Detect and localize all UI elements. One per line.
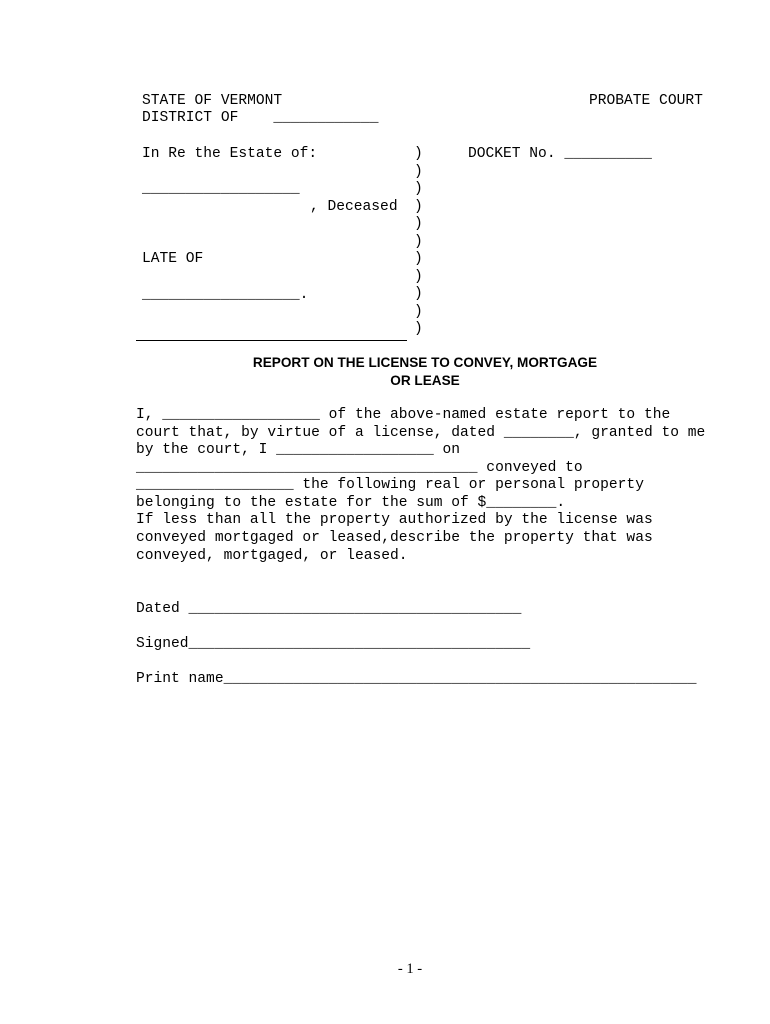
decedent-name-blank: __________________ — [142, 181, 300, 197]
body-line: If less than all the property authorized by the license was — [136, 512, 653, 528]
caption-bracket: ) — [414, 321, 423, 337]
late-of-label: LATE OF — [142, 251, 204, 267]
print-name-line: Print name______________________________________________________ — [136, 671, 697, 687]
court-heading: PROBATE COURT — [589, 93, 703, 109]
caption-bracket: ) — [414, 268, 423, 285]
caption-bracket: ) — [414, 233, 423, 250]
body-line: by the court, I __________________ on — [136, 442, 461, 458]
dated-line: Dated ______________________________________ — [136, 601, 522, 617]
caption-bottom-rule — [136, 340, 407, 341]
report-title-line-2: OR LEASE — [390, 373, 460, 388]
body-line: court that, by virtue of a license, dated ________, granted to me — [136, 425, 706, 441]
caption-bracket: ) — [414, 181, 423, 197]
district-line: DISTRICT OF ____________ — [142, 110, 379, 126]
caption-bracket: ) — [414, 198, 423, 215]
body-line: __________________ the following real or personal property — [136, 477, 644, 493]
caption-bracket: ) — [414, 286, 423, 302]
caption-bracket: ) — [414, 216, 423, 232]
deceased-label: , Deceased — [310, 199, 398, 215]
signed-line: Signed_______________________________________ — [136, 636, 531, 652]
body-line: conveyed mortgaged or leased,describe the property that was — [136, 530, 653, 546]
docket-number-line: DOCKET No. __________ — [468, 146, 652, 162]
state-heading: STATE OF VERMONT — [142, 93, 283, 109]
estate-of-label: In Re the Estate of: — [142, 146, 318, 162]
body-line: _______________________________________ conveyed to — [136, 460, 583, 476]
caption-bracket: ) — [414, 163, 423, 180]
report-title-line-1: REPORT ON THE LICENSE TO CONVEY, MORTGAGE — [252, 355, 598, 370]
caption-bracket: ) — [414, 303, 423, 320]
body-line: belonging to the estate for the sum of $________. — [136, 495, 566, 511]
residence-blank: __________________. — [142, 287, 309, 303]
caption-bracket: ) — [414, 146, 423, 162]
body-line: conveyed, mortgaged, or leased. — [136, 548, 408, 564]
caption-bracket: ) — [414, 251, 423, 267]
page-number: - 1 - — [397, 961, 423, 977]
body-line: I, __________________ of the above-named estate report to the — [136, 407, 671, 423]
